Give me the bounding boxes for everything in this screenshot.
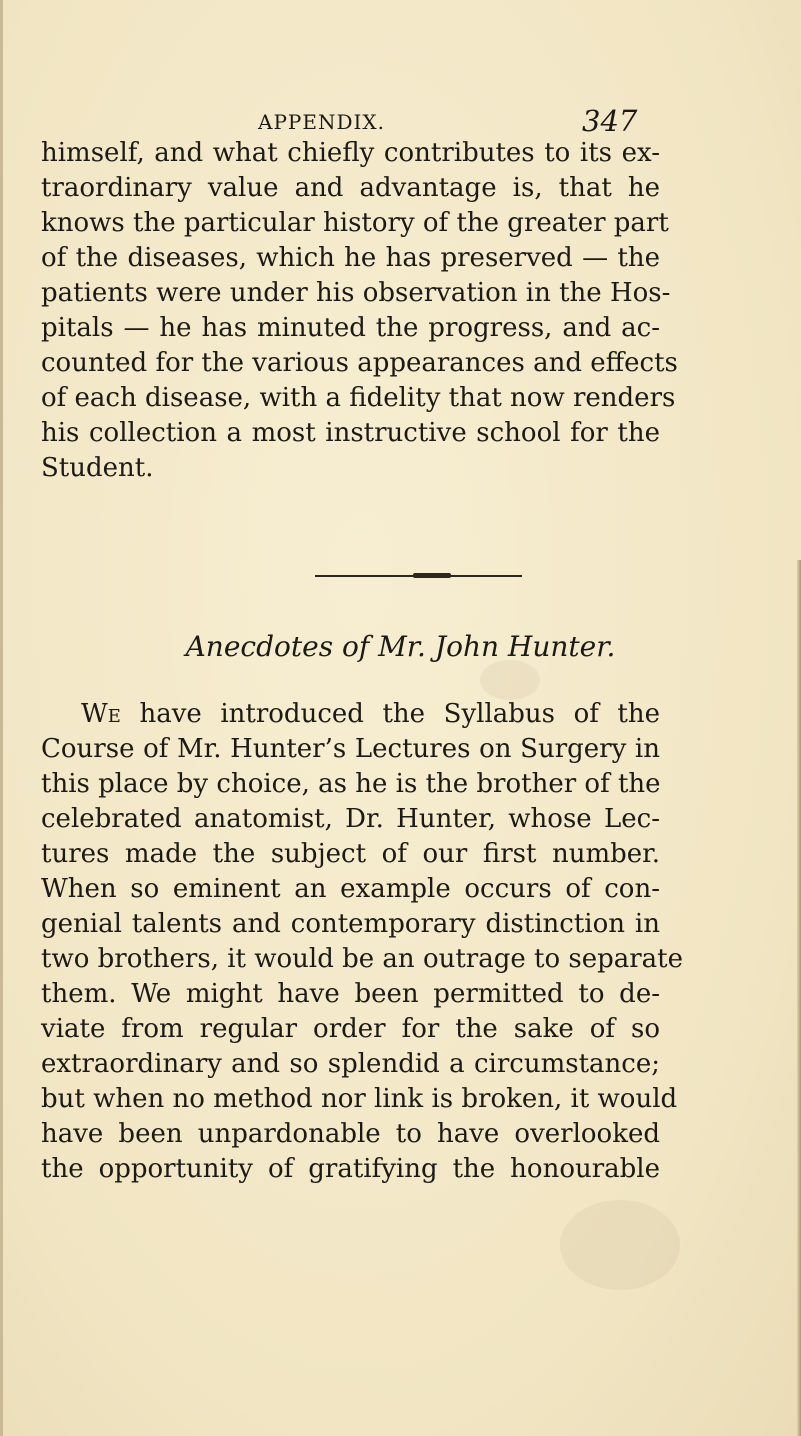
text-line: viate from regular order for the sake of so bbox=[41, 1014, 660, 1044]
text-line: two brothers, it would be an outrage to separate bbox=[41, 944, 684, 974]
paper-stain bbox=[560, 1200, 680, 1290]
text-line: genial talents and contemporary distinction in bbox=[41, 909, 660, 939]
section-title: Anecdotes of Mr. John Hunter. bbox=[185, 630, 616, 663]
text-line: pitals — he has minuted the progress, and ac- bbox=[41, 313, 660, 343]
page-edge-left bbox=[0, 0, 3, 1436]
running-head: APPENDIX. bbox=[258, 110, 385, 134]
text-line: but when no method nor link is broken, it would bbox=[41, 1084, 678, 1114]
body-paragraph bbox=[41, 697, 684, 1187]
text-line: of the diseases, which he has preserved — the bbox=[41, 243, 660, 273]
text-line: counted for the various appearances and effects bbox=[41, 348, 678, 378]
page-edge-right bbox=[797, 560, 801, 1436]
text-line: himself, and what chiefly contributes to its ex- bbox=[41, 138, 660, 168]
text-line: tures made the subject of our first number. bbox=[41, 839, 660, 869]
text-line: have been unpardonable to have overlooked bbox=[41, 1119, 660, 1149]
text-line: this place by choice, as he is the brother of the bbox=[41, 769, 661, 799]
text-line: When so eminent an example occurs of con- bbox=[41, 874, 660, 904]
text-line: extraordinary and so splendid a circumstance; bbox=[41, 1049, 660, 1079]
first-line-text: have introduced the Syllabus of the bbox=[120, 699, 660, 729]
text-line: celebrated anatomist, Dr. Hunter, whose Lec- bbox=[41, 804, 660, 834]
text-line bbox=[41, 697, 660, 732]
text-line: Student. bbox=[41, 453, 154, 483]
text-line: knows the particular history of the greater part bbox=[41, 208, 669, 238]
text-line: patients were under his observation in the Hos- bbox=[41, 278, 671, 308]
drop-word: We bbox=[81, 699, 121, 729]
text-line: traordinary value and advantage is, that he bbox=[41, 173, 660, 203]
text-line: the opportunity of gratifying the honourable bbox=[41, 1154, 660, 1184]
section-divider-ornament bbox=[413, 573, 451, 578]
intro-paragraph bbox=[41, 136, 678, 486]
text-line: them. We might have been permitted to de- bbox=[41, 979, 660, 1009]
text-line: of each disease, with a fidelity that now renders bbox=[41, 383, 676, 413]
paper-stain bbox=[480, 660, 540, 700]
page-number: 347 bbox=[582, 104, 638, 138]
text-line: Course of Mr. Hunter’s Lectures on Surgery in bbox=[41, 734, 660, 764]
text-line: his collection a most instructive school for the bbox=[41, 418, 660, 448]
